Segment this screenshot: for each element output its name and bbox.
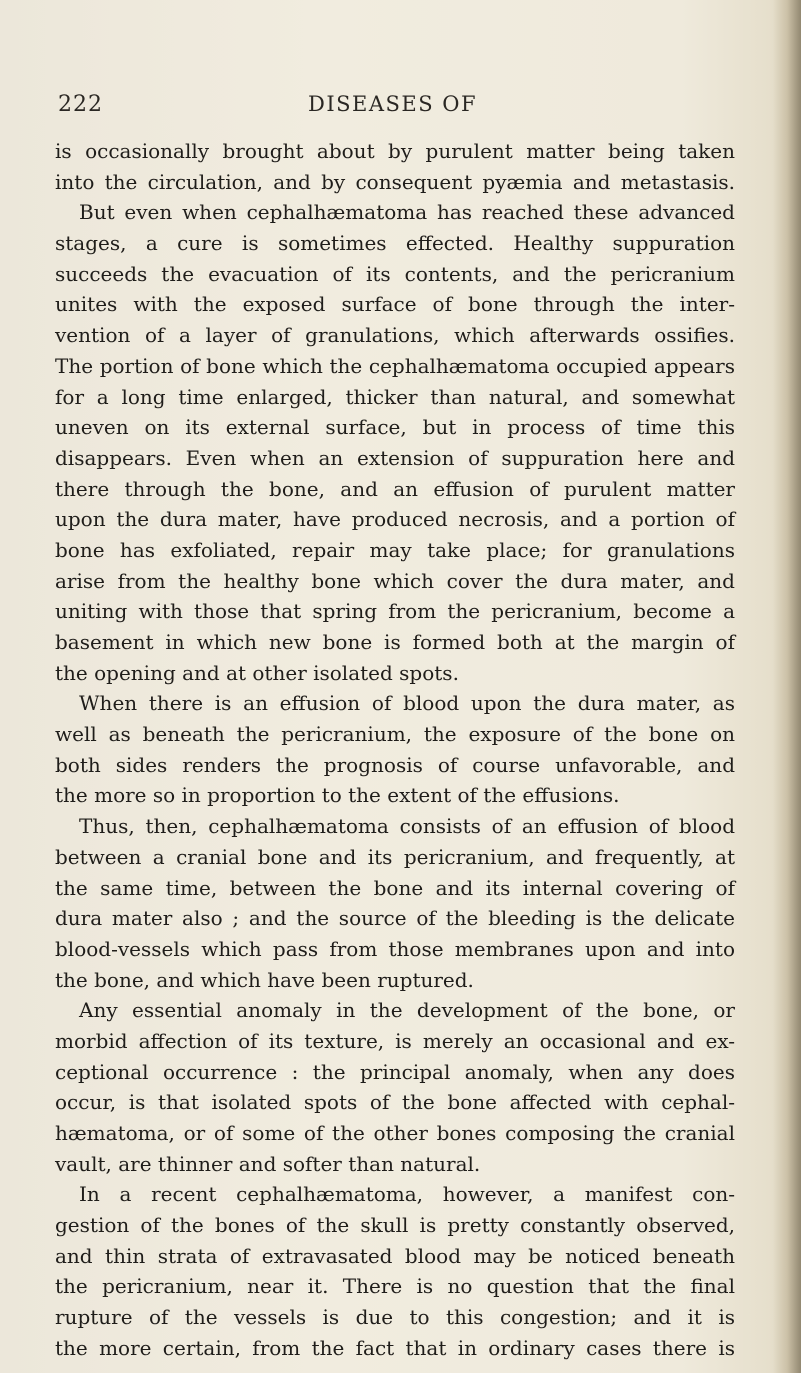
text-line: basement in which new bone is formed both at the margin of	[55, 630, 735, 654]
text-line: unites with the exposed surface of bone through the inter-	[55, 292, 735, 317]
text-line: is occasionally brought about by purulent matter being taken	[55, 139, 735, 163]
text-line: succeeds the evacuation of its contents, and the pericranium	[55, 261, 735, 286]
text-line: When there is an effusion of blood upon the dura mater, as	[79, 691, 735, 716]
text-line: bone has exfoliated, repair may take place; for granulations	[55, 537, 735, 562]
text-line: well as beneath the pericranium, the exposure of the bone on	[55, 722, 735, 747]
text-line: the same time, between the bone and its internal covering of	[55, 875, 735, 900]
text-line: dura mater also ; and the source of the bleeding is the delicate	[55, 906, 735, 931]
text-line: Any essential anomaly in the development of the bone, or	[79, 998, 735, 1023]
text-line: occur, is that isolated spots of the bone affected with cephal-	[55, 1090, 735, 1115]
text-line: arise from the healthy bone which cover the dura mater, and	[55, 568, 735, 593]
text-line: In a recent cephalhæmatoma, however, a manifest con-	[79, 1182, 735, 1207]
text-line: the more so in proportion to the extent of the effusions.	[55, 783, 620, 808]
text-line: between a cranial bone and its pericranium, and frequently, at	[55, 844, 735, 869]
text-line: upon the dura mater, have produced necrosis, and a portion of	[55, 507, 735, 532]
running-head: DISEASES OF	[308, 92, 478, 116]
text-line: vention of a layer of granulations, which afterwards ossifies.	[55, 323, 735, 348]
text-line: blood-vessels which pass from those membranes upon and into	[55, 936, 735, 961]
text-line: for a long time enlarged, thicker than natural, and somewhat	[55, 384, 735, 409]
text-line: vault, are thinner and softer than natural.	[55, 1151, 481, 1176]
text-line: But even when cephalhæmatoma has reached these advanced	[79, 200, 735, 225]
text-line: both sides renders the prognosis of course unfavorable, and	[55, 752, 735, 777]
text-line: uneven on its external surface, but in process of time this	[55, 415, 735, 440]
text-line: hæmatoma, or of some of the other bones composing the cranial	[55, 1121, 735, 1145]
text-line: The portion of bone which the cephalhæmatoma occupied appears	[55, 353, 735, 378]
text-line: morbid affection of its texture, is merely an occasional and ex-	[55, 1028, 735, 1053]
text-line: the more certain, from the fact that in ordinary cases there is	[55, 1335, 735, 1360]
page-header	[58, 92, 718, 122]
text-line: the bone, and which have been ruptured.	[55, 967, 474, 992]
text-line: the opening and at other isolated spots.	[55, 660, 459, 685]
text-line: ceptional occurrence : the principal anomaly, when any does	[55, 1059, 735, 1084]
body-text	[55, 136, 735, 1364]
text-line: and thin strata of extravasated blood may be noticed beneath	[55, 1243, 735, 1268]
text-line: the pericranium, near it. There is no question that the final	[55, 1274, 735, 1299]
text-line: uniting with those that spring from the pericranium, become a	[55, 599, 735, 624]
text-line: there through the bone, and an effusion of purulent matter	[55, 476, 735, 501]
text-line: rupture of the vessels is due to this congestion; and it is	[55, 1305, 735, 1330]
text-line: stages, a cure is sometimes effected. Healthy suppuration	[55, 231, 735, 256]
text-line: into the circulation, and by consequent pyæmia and metastasis.	[55, 169, 735, 194]
text-line: disappears. Even when an extension of suppuration here and	[55, 445, 735, 470]
text-line: gestion of the bones of the skull is pretty constantly observed,	[55, 1213, 735, 1238]
page-number: 222	[58, 92, 103, 117]
page-edge-shadow	[773, 0, 801, 1373]
text-line: Thus, then, cephalhæmatoma consists of an effusion of blood	[79, 814, 735, 839]
